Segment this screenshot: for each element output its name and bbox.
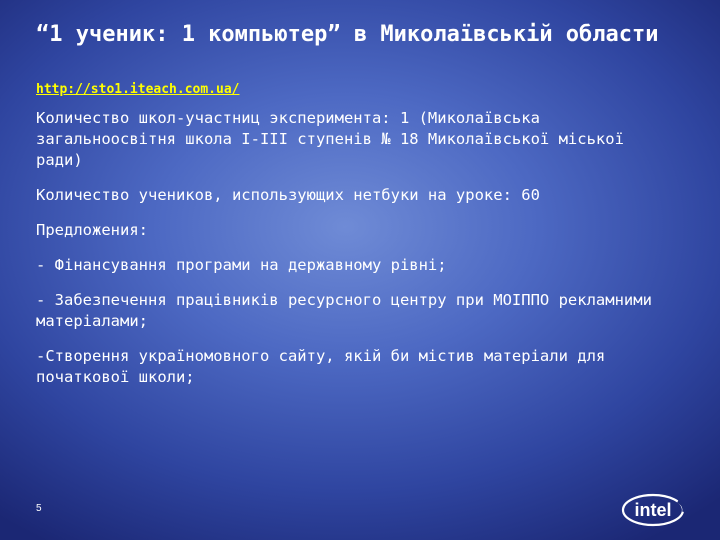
paragraph-schools: Количество школ-участниц эксперимента: 1 (Миколаївська загальноосвітня школа І-ІІІ ступенів № 18 Миколаївської міської ради) xyxy=(36,109,624,169)
paragraph-proposal-materials: - Забезпечення працівників ресурсного центру при МОІППО рекламними матеріалами; xyxy=(36,291,652,330)
slide-body xyxy=(36,108,676,402)
site-link[interactable]: http://sto1.iteach.com.ua/ xyxy=(36,82,240,97)
slide-title: “1 ученик: 1 компьютер” в Миколаївській области xyxy=(36,22,659,47)
intel-logo-text: intel xyxy=(634,500,672,520)
intel-logo-icon xyxy=(620,488,690,530)
paragraph-proposal-funding: - Фінансування програми на державному рівні; xyxy=(36,256,447,274)
paragraph-proposals-heading: Предложения: xyxy=(36,221,148,239)
paragraph-proposal-website: -Створення україномовного сайту, якій би містив матеріали для початкової школи; xyxy=(36,347,606,386)
paragraph-students: Количество учеников, использующих нетбуки на уроке: 60 xyxy=(36,186,540,204)
page-number: 5 xyxy=(36,503,42,514)
